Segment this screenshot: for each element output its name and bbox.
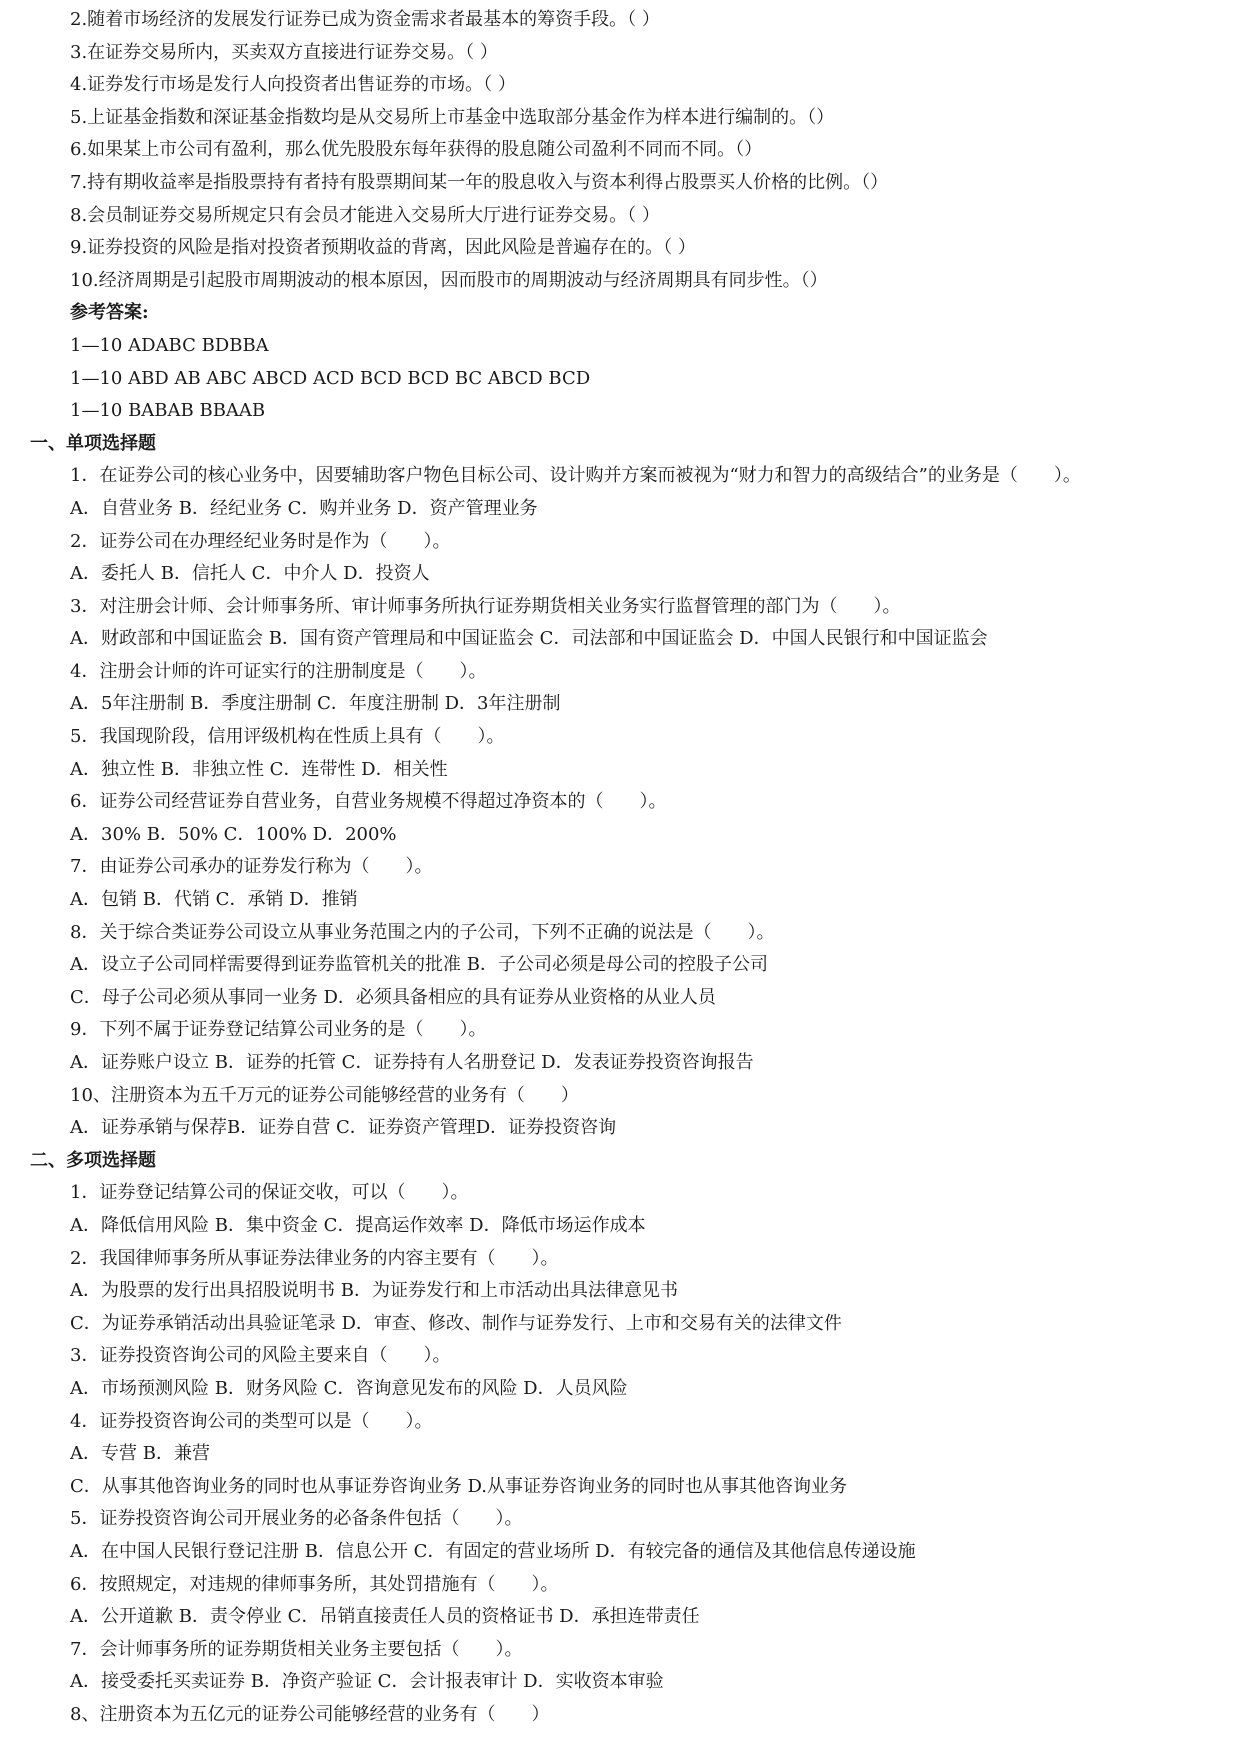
- judgement-question: 4.证券发行市场是发行人向投资者出售证券的市场。（ ）: [70, 74, 516, 96]
- option-line: A．自营业务 B．经纪业务 C．购并业务 D．资产管理业务: [70, 497, 538, 519]
- question-line: 2．我国律师事务所从事证券法律业务的内容主要有（ ）。: [70, 1247, 559, 1269]
- question-line: 1．在证券公司的核心业务中，因要辅助客户物色目标公司、设计购并方案而被视为“财力和智力的高级结合”的业务是（ ）。: [70, 465, 1081, 487]
- option-line: A．在中国人民银行登记注册 B．信息公开 C．有固定的营业场所 D．有较完备的通信及其他信息传递设施: [70, 1540, 916, 1562]
- multiple-choice-section: [0, 1145, 1241, 1732]
- question-line: 7．会计师事务所的证券期货相关业务主要包括（ ）。: [70, 1638, 523, 1660]
- answer-line: 1—10 BABAB BBAAB: [70, 400, 266, 422]
- option-line: A．专营 B．兼营: [70, 1443, 210, 1465]
- question-line: 7．由证券公司承办的证券发行称为（ ）。: [70, 856, 433, 878]
- answer-line: 1—10 ABD AB ABC ABCD ACD BCD BCD BC ABCD BCD: [70, 367, 591, 389]
- judgement-question: 10.经济周期是引起股市周期波动的根本原因，因而股市的周期波动与经济周期具有同步性。（）: [70, 269, 828, 291]
- question-line: 4．证券投资咨询公司的类型可以是（ ）。: [70, 1410, 433, 1432]
- option-line: A．降低信用风险 B．集中资金 C．提高运作效率 D．降低市场运作成本: [70, 1214, 646, 1236]
- option-line: C．母子公司必须从事同一业务 D．必须具备相应的具有证券从业资格的从业人员: [70, 986, 716, 1008]
- option-line: A．设立子公司同样需要得到证券监管机关的批准 B．子公司必须是母公司的控股子公司: [70, 954, 768, 976]
- judgement-question-list: [0, 4, 1241, 297]
- question-line: 9．下列不属于证券登记结算公司业务的是（ ）。: [70, 1019, 487, 1041]
- option-line: A．接受委托买卖证券 B．净资产验证 C．会计报表审计 D．实收资本审验: [70, 1671, 664, 1693]
- question-line: 6．按照规定，对违规的律师事务所，其处罚措施有（ ）。: [70, 1573, 559, 1595]
- question-line: 10、注册资本为五千万元的证券公司能够经营的业务有（ ）: [70, 1084, 579, 1106]
- question-line: 3．证券投资咨询公司的风险主要来自（ ）。: [70, 1345, 451, 1367]
- judgement-question: 9.证券投资的风险是指对投资者预期收益的背离，因此风险是普遍存在的。（ ）: [70, 237, 696, 259]
- question-line: 8．关于综合类证券公司设立从事业务范围之内的子公司，下列不正确的说法是（ ）。: [70, 921, 775, 943]
- option-line: A．公开道歉 B．责令停业 C．吊销直接责任人员的资格证书 D．承担连带责任: [70, 1606, 700, 1628]
- option-line: A．证券承销与保荐B．证券自营 C．证券资产管理D．证券投资咨询: [70, 1117, 617, 1139]
- option-line: C．从事其他咨询业务的同时也从事证券咨询业务 D.从事证券咨询业务的同时也从事其他咨询业务: [70, 1475, 848, 1497]
- question-line: 3．对注册会计师、会计师事务所、审计师事务所执行证券期货相关业务实行监督管理的部门为（ ）。: [70, 595, 901, 617]
- option-line: A．30% B．50% C．100% D．200%: [70, 823, 397, 845]
- option-line: C．为证券承销活动出具验证笔录 D．审查、修改、制作与证券发行、上市和交易有关的法律文件: [70, 1312, 842, 1334]
- option-line: A．财政部和中国证监会 B．国有资产管理局和中国证监会 C．司法部和中国证监会 D．中国人民银行和中国证监会: [70, 628, 988, 650]
- option-line: A．证券账户设立 B．证券的托管 C．证券持有人名册登记 D．发表证券投资咨询报告: [70, 1052, 754, 1073]
- section-title-single-choice: 一、单项选择题: [30, 432, 156, 454]
- question-line: 2．证券公司在办理经纪业务时是作为（ ）。: [70, 530, 451, 552]
- option-line: A．独立性 B．非独立性 C．连带性 D．相关性: [70, 758, 448, 780]
- question-line: 1．证券登记结算公司的保证交收，可以（ ）。: [70, 1182, 469, 1204]
- section-title-multiple-choice: 二、多项选择题: [30, 1149, 156, 1171]
- answer-label: 参考答案:: [70, 302, 149, 324]
- judgement-question: 7.持有期收益率是指股票持有者持有股票期间某一年的股息收入与资本利得占股票买人价格的比例。（）: [70, 171, 889, 193]
- judgement-question: 3.在证券交易所内，买卖双方直接进行证券交易。（ ）: [70, 41, 498, 63]
- judgement-question: 5.上证基金指数和深证基金指数均是从交易所上市基金中选取部分基金作为样本进行编制的。（）: [70, 106, 835, 128]
- answer-line: 1—10 ADABC BDBBA: [70, 334, 269, 356]
- single-choice-section: [0, 428, 1241, 1145]
- question-line: 6．证券公司经营证券自营业务，自营业务规模不得超过净资本的（ ）。: [70, 791, 667, 813]
- option-line: A．包销 B．代销 C．承销 D．推销: [70, 889, 358, 911]
- judgement-question: 6.如果某上市公司有盈利，那么优先股股东每年获得的股息随公司盈利不同而不同。（）: [70, 139, 763, 161]
- judgement-question: 8.会员制证券交易所规定只有会员才能进入交易所大厅进行证券交易。（ ）: [70, 204, 660, 226]
- question-line: 4．注册会计师的许可证实行的注册制度是（ ）。: [70, 660, 487, 682]
- option-line: A．5年注册制 B．季度注册制 C．年度注册制 D．3年注册制: [70, 693, 561, 715]
- option-line: A．为股票的发行出具招股说明书 B．为证券发行和上市活动出具法律意见书: [70, 1280, 678, 1302]
- question-line: 8、注册资本为五亿元的证券公司能够经营的业务有（ ）: [70, 1703, 550, 1725]
- judgement-question: 2.随着市场经济的发展发行证券已成为资金需求者最基本的筹资手段。（ ）: [70, 9, 660, 30]
- option-line: A．市场预测风险 B．财务风险 C．咨询意见发布的风险 D．人员风险: [70, 1377, 628, 1399]
- question-line: 5．证券投资咨询公司开展业务的必备条件包括（ ）。: [70, 1508, 523, 1530]
- option-line: A．委托人 B．信托人 C．中介人 D．投资人: [70, 563, 430, 585]
- answer-key: [0, 297, 1241, 427]
- question-line: 5．我国现阶段，信用评级机构在性质上具有（ ）。: [70, 726, 505, 748]
